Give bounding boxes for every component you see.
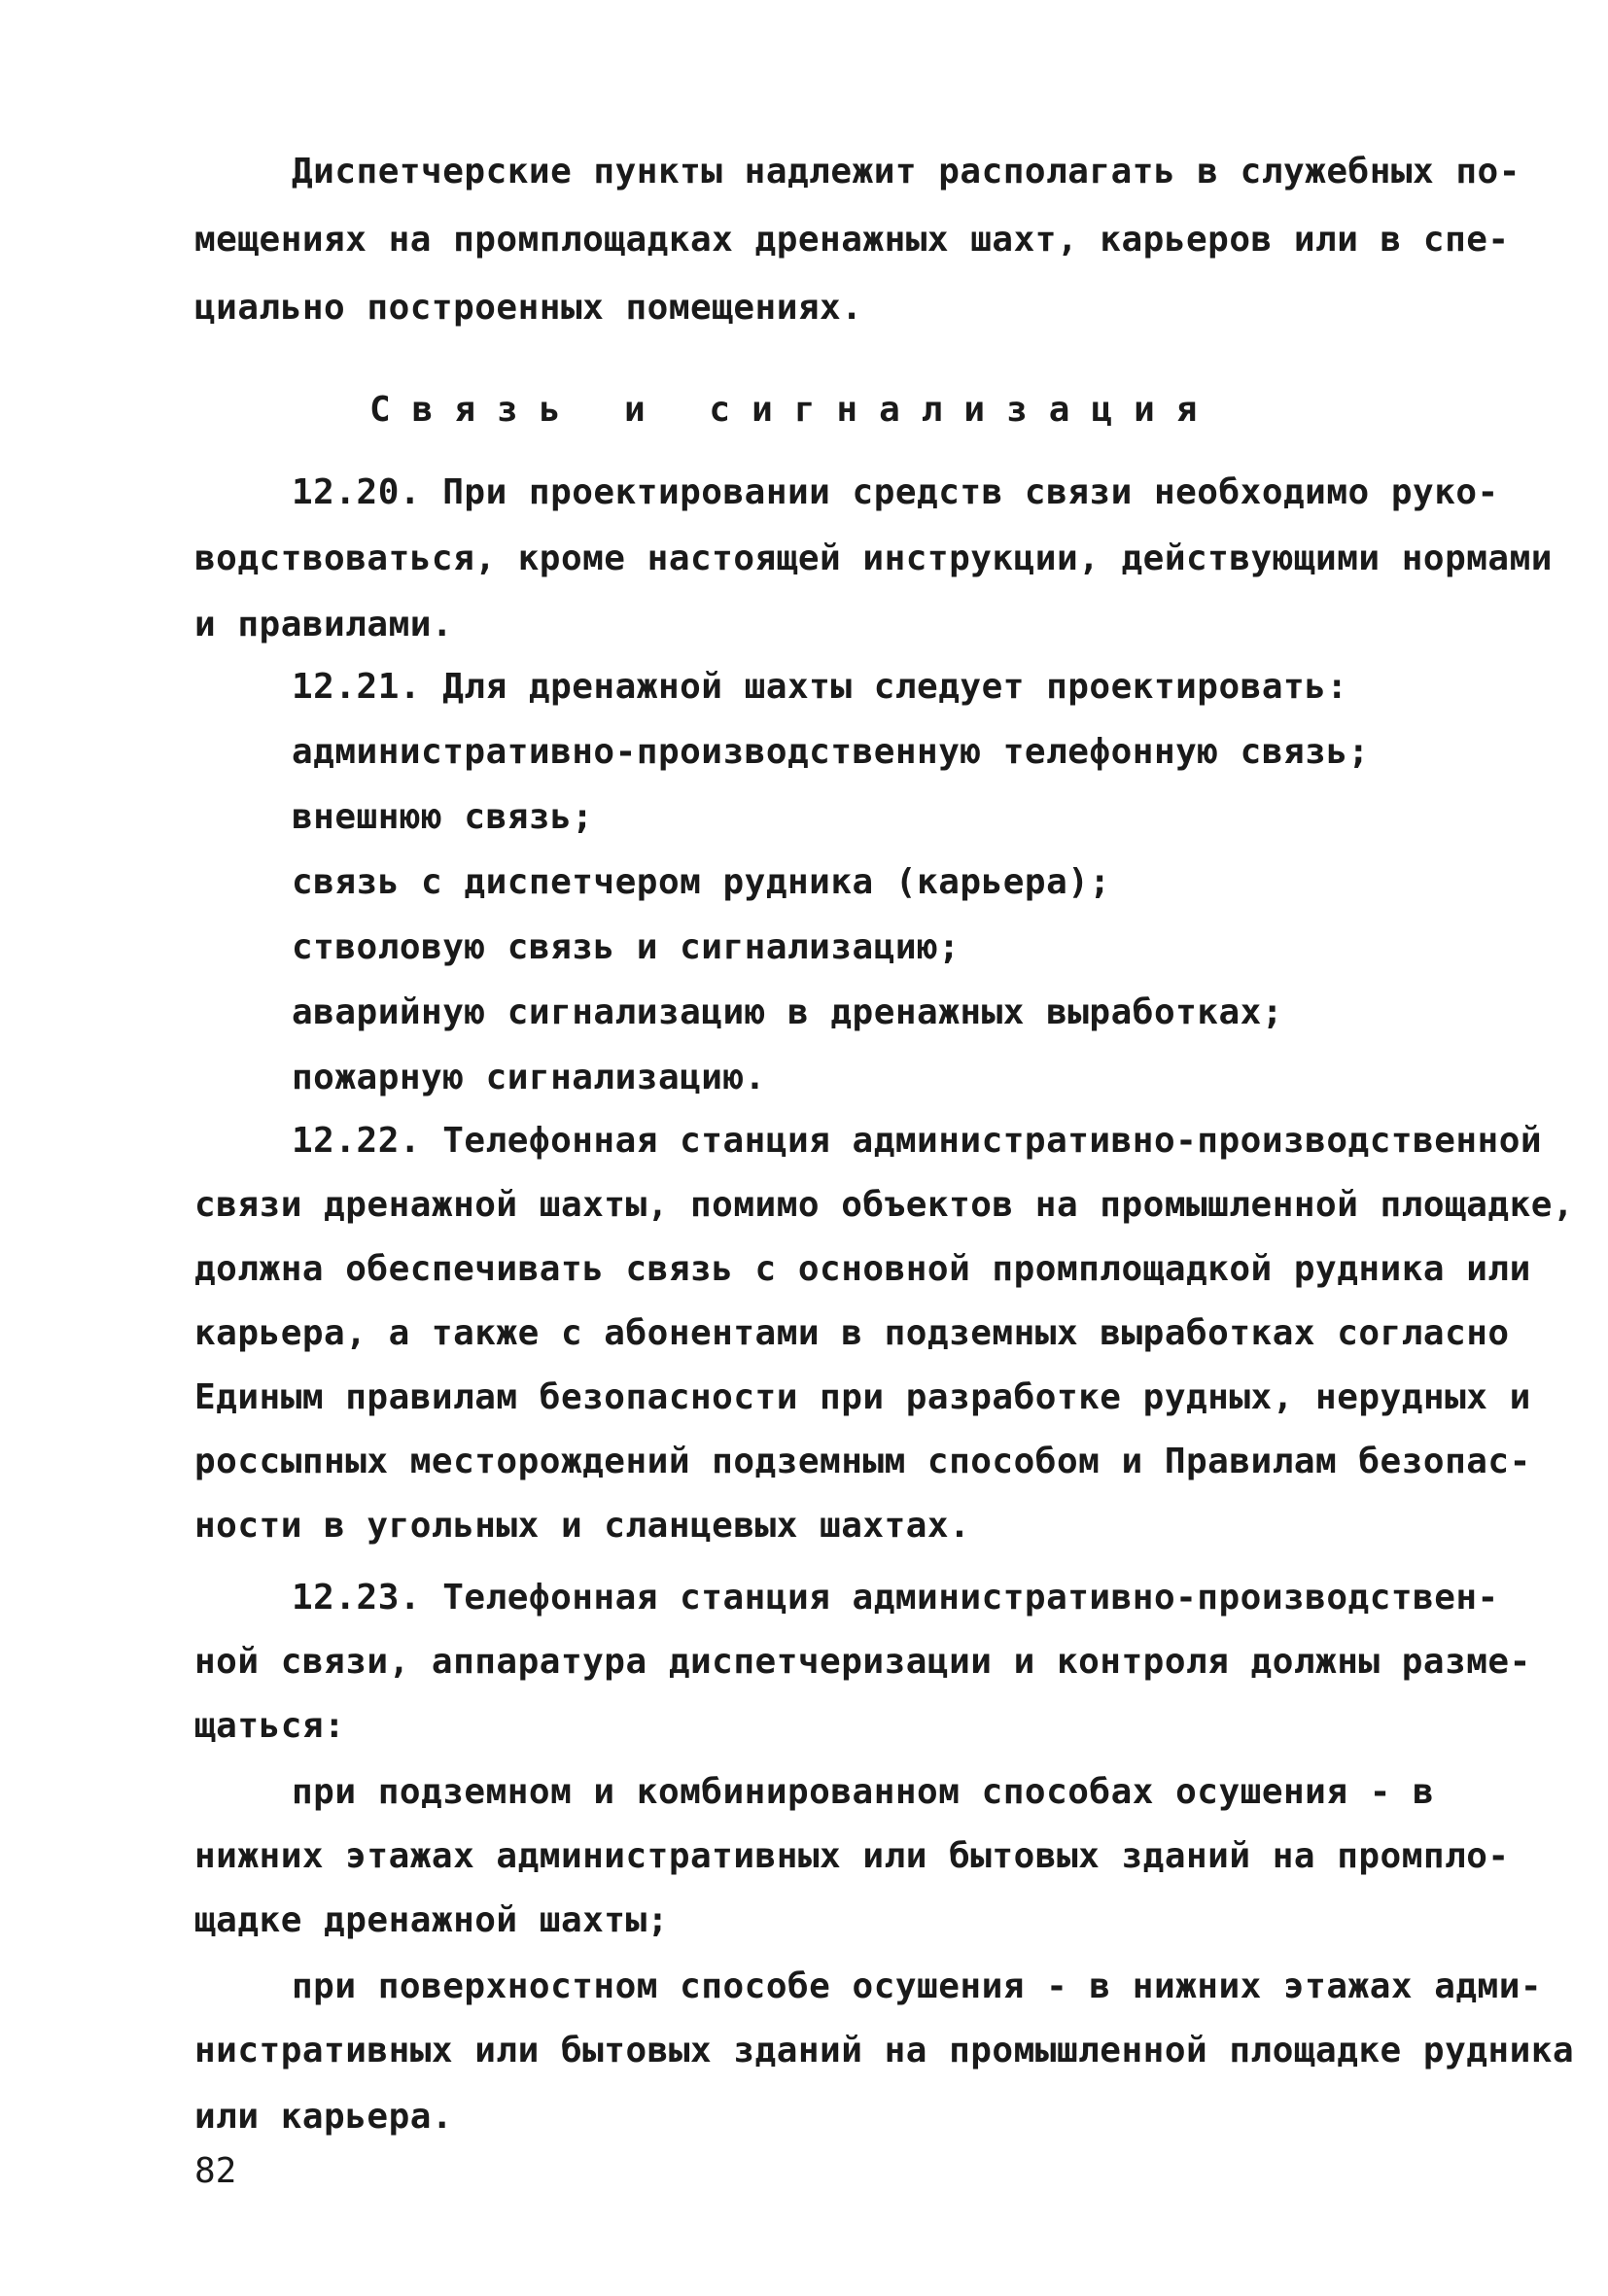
item-12-22-line-5: Единым правилам безопасности при разработке рудных, нерудных и <box>194 1377 1531 1417</box>
item-12-22-line-7: ности в угольных и сланцевых шахтах. <box>194 1506 971 1546</box>
item-12-21-line-3: внешнюю связь; <box>292 797 594 837</box>
section-heading: Связь и сигнализация <box>369 390 1219 430</box>
item-12-23-line-7: при поверхностном способе осушения - в нижних этажах адми- <box>292 1966 1543 2006</box>
item-12-23-line-5: нижних этажах административных или бытовых зданий на промпло- <box>194 1836 1510 1876</box>
item-12-23-line-4: при подземном и комбинированном способах осушения - в <box>292 1772 1435 1812</box>
item-12-22-line-3: должна обеспечивать связь с основной промплощадкой рудника или <box>194 1249 1531 1289</box>
intro-line-1: Диспетчерские пункты надлежит располагать в служебных по- <box>292 152 1521 191</box>
item-12-23-line-3: щаться: <box>194 1706 346 1746</box>
page-number: 82 <box>194 2151 237 2191</box>
item-12-23-line-6: щадке дренажной шахты; <box>194 1900 669 1940</box>
item-12-20-line-3: и правилами. <box>194 605 454 644</box>
item-12-22-line-1: 12.22. Телефонная станция административно-производственной <box>292 1121 1543 1161</box>
item-12-21-line-5: стволовую связь и сигнализацию; <box>292 927 961 967</box>
item-12-21-line-7: пожарную сигнализацию. <box>292 1058 766 1097</box>
item-12-21-line-1: 12.21. Для дренажной шахты следует проектировать: <box>292 667 1348 707</box>
item-12-21-line-2: административно-производственную телефонную связь; <box>292 732 1370 772</box>
intro-line-2: мещениях на промплощадках дренажных шахт, карьеров или в спе- <box>194 220 1510 260</box>
item-12-23-line-9: или карьера. <box>194 2097 454 2137</box>
item-12-20-line-1: 12.20. При проектировании средств связи необходимо руко- <box>292 472 1499 512</box>
item-12-22-line-4: карьера, а также с абонентами в подземных выработках согласно <box>194 1313 1510 1353</box>
item-12-23-line-1: 12.23. Телефонная станция административно-производствен- <box>292 1578 1499 1618</box>
item-12-22-line-6: россыпных месторождений подземным способом и Правилам безопас- <box>194 1442 1531 1481</box>
item-12-22-line-2: связи дренажной шахты, помимо объектов на промышленной площадке, <box>194 1185 1575 1225</box>
item-12-20-line-2: водствоваться, кроме настоящей инструкции, действующими нормами <box>194 539 1553 578</box>
item-12-23-line-2: ной связи, аппаратура диспетчеризации и контроля должны разме- <box>194 1642 1531 1682</box>
item-12-21-line-4: связь с диспетчером рудника (карьера); <box>292 862 1111 902</box>
item-12-21-line-6: аварийную сигнализацию в дренажных выработках; <box>292 992 1283 1032</box>
intro-line-3: циально построенных помещениях. <box>194 288 863 328</box>
item-12-23-line-8: нистративных или бытовых зданий на промышленной площадке рудника <box>194 2031 1575 2070</box>
